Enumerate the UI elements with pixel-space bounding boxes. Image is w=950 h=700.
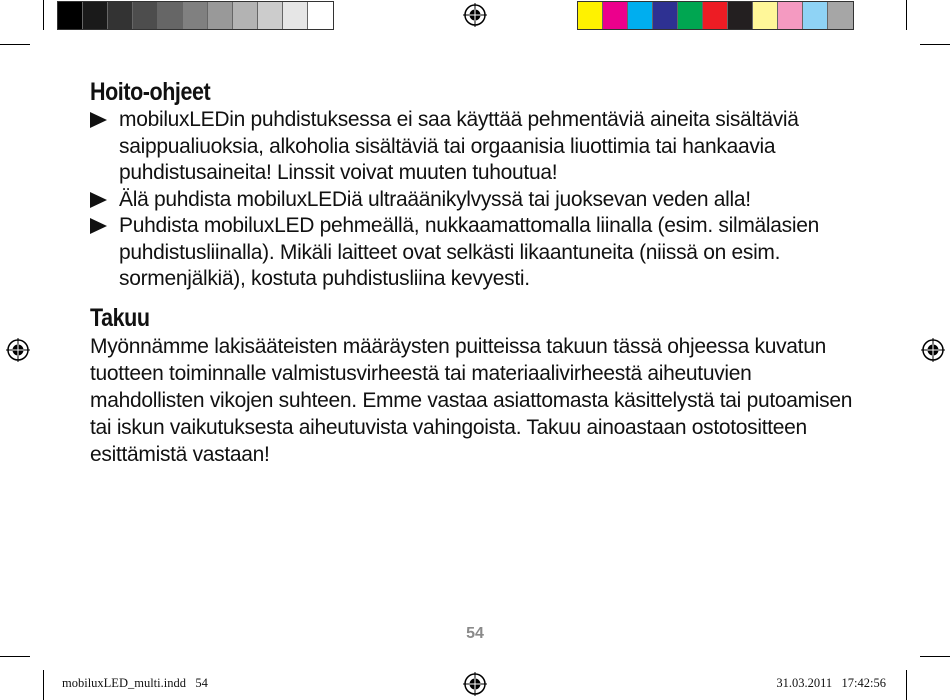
process-color-swatch (728, 2, 753, 29)
triangle-bullet-icon (90, 218, 107, 234)
process-color-bar (577, 1, 854, 30)
process-color-swatch (678, 2, 703, 29)
process-color-swatch (603, 2, 628, 29)
process-color-swatch (803, 2, 828, 29)
crop-mark-bottom-right (906, 670, 907, 700)
page-number: 54 (466, 625, 484, 642)
grayscale-color-bar (57, 1, 334, 30)
grayscale-swatch (133, 2, 158, 29)
grayscale-swatch (258, 2, 283, 29)
slug-file-name: mobiluxLED_multi.indd 54 (62, 676, 208, 690)
process-color-swatch (753, 2, 778, 29)
crop-mark-top-right-h (920, 44, 950, 45)
grayscale-swatch (83, 2, 108, 29)
grayscale-swatch (108, 2, 133, 29)
warranty-heading: Takuu (90, 303, 150, 332)
triangle-bullet-icon (90, 192, 107, 208)
process-color-swatch (828, 2, 853, 29)
warranty-text: Myönnämme lakisääteisten määräysten puitteissa takuun tässä ohjeessa kuvatun tuotteen toiminnalle valmistusvirheestä tai materiaalivirheestä aiheutuvien mahdollisten vikojen suhteen. Emme vastaa asiattomasta käsittelystä tai putoamisen tai iskun vaikutuksesta aiheutuvista vahingoista. Takuu ainoastaan ostotositteen esittämistä vastaan! (90, 334, 853, 466)
registration-mark-icon (463, 672, 487, 696)
list-item-text: Älä puhdista mobiluxLEDiä ultraäänikylvyssä tai juoksevan veden alla! (119, 187, 751, 211)
process-color-swatch (578, 2, 603, 29)
grayscale-swatch (308, 2, 333, 29)
crop-mark-bottom-left (43, 670, 44, 700)
slug-timestamp: 31.03.2011 17:42:56 (776, 676, 886, 690)
registration-mark-icon (921, 338, 945, 362)
list-item-text: mobiluxLEDin puhdistuksessa ei saa käyttää pehmentäviä aineita sisältäviä saippualiuoksia, alkoholia sisältäviä tai orgaanisia liuottimia tai hankaavia puhdistusaineita! Linssit voivat muuten tuhoutua! (119, 108, 799, 184)
grayscale-swatch (158, 2, 183, 29)
grayscale-swatch (233, 2, 258, 29)
registration-mark-icon (6, 338, 30, 362)
care-instructions-list (90, 107, 870, 293)
grayscale-swatch (58, 2, 83, 29)
crop-mark-top-left-h (0, 44, 30, 45)
process-color-swatch (703, 2, 728, 29)
crop-mark-top-right (906, 0, 907, 30)
crop-mark-top-left (43, 0, 44, 30)
list-item (90, 107, 870, 187)
page-content (90, 77, 870, 468)
process-color-swatch (628, 2, 653, 29)
grayscale-swatch (283, 2, 308, 29)
list-item-text: Puhdista mobiluxLED pehmeällä, nukkaamattomalla liinalla (esim. silmälasien puhdistusliinalla). Mikäli laitteet ovat selkästi likaantuneita (niissä on esim. sormenjälkiä), kostuta puhdistusliina kevyesti. (119, 214, 820, 290)
list-item (90, 213, 870, 293)
registration-mark-icon (463, 3, 487, 27)
list-item (90, 187, 870, 214)
process-color-swatch (653, 2, 678, 29)
triangle-bullet-icon (90, 112, 107, 128)
grayscale-swatch (183, 2, 208, 29)
crop-mark-bottom-right-h (920, 656, 950, 657)
care-heading: Hoito-ohjeet (90, 78, 211, 106)
crop-mark-bottom-left-h (0, 656, 30, 657)
grayscale-swatch (208, 2, 233, 29)
process-color-swatch (778, 2, 803, 29)
